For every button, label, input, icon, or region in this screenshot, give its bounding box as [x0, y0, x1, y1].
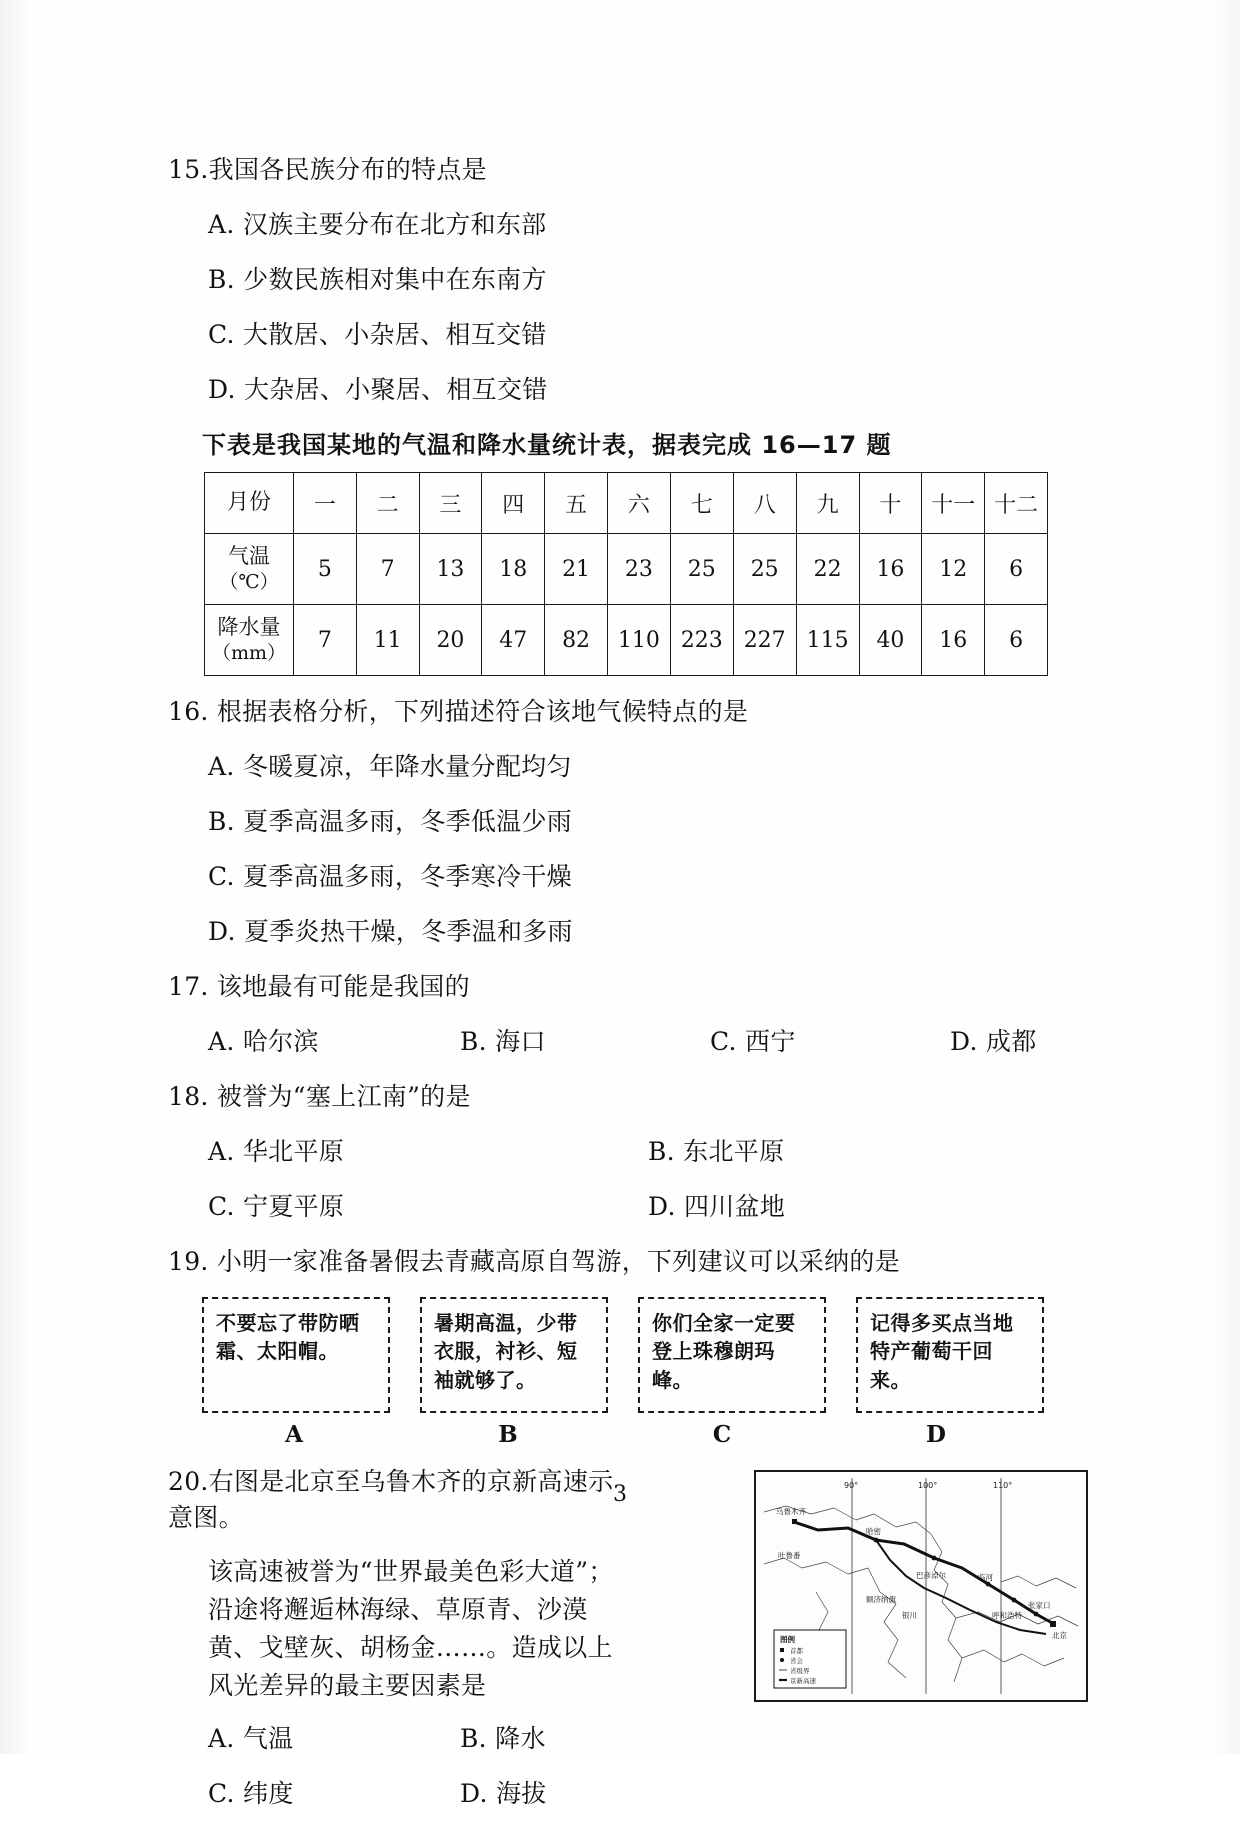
question-18-stem: 18. 被誉为“塞上江南”的是	[168, 1082, 471, 1111]
question-18-option-b[interactable]: B. 东北平原	[648, 1137, 785, 1166]
question-19	[168, 1242, 1048, 1448]
page-content	[168, 150, 1067, 1829]
map-city-hohhot: 呼和浩特	[992, 1611, 1022, 1620]
question-15-option-c[interactable]: C. 大散居、小杂居、相互交错	[208, 320, 547, 349]
map-legend	[774, 1630, 846, 1688]
question-18-options-row-2	[168, 1187, 1048, 1223]
question-20-text-column	[168, 1462, 638, 1810]
map-legend-capital: 首都	[790, 1647, 803, 1655]
question-17-options	[168, 1022, 1048, 1058]
table-cell: 25	[733, 534, 796, 605]
table-cell: 40	[859, 605, 922, 676]
map-lon-label-110: 110°	[993, 1481, 1013, 1490]
question-19-stem: 19. 小明一家准备暑假去青藏高原自驾游，下列建议可以采纳的是	[168, 1247, 901, 1276]
question-15-option-b[interactable]: B. 少数民族相对集中在东南方	[208, 265, 547, 294]
table-cell: 16	[859, 534, 922, 605]
advice-box-c[interactable]: 你们全家一定要登上珠穆朗玛峰。	[638, 1297, 826, 1413]
question-20-option-b[interactable]: B. 降水	[460, 1724, 546, 1753]
map-city-urumqi: 乌鲁木齐	[776, 1507, 806, 1516]
question-20	[168, 1462, 1067, 1810]
table-cell: 6	[985, 605, 1048, 676]
table-row-header-precipitation	[205, 605, 294, 676]
question-15	[168, 150, 1048, 406]
table-cell: 82	[545, 605, 608, 676]
question-20-option-c[interactable]: C. 纬度	[208, 1779, 294, 1808]
map-city-yinchuan: 银川	[902, 1611, 917, 1620]
map-city-turpan: 吐鲁番	[778, 1551, 801, 1560]
table-cell: 22	[796, 534, 859, 605]
question-17-option-b[interactable]: B. 海口	[460, 1027, 546, 1056]
table-cell: 13	[419, 534, 482, 605]
table-cell: 227	[733, 605, 796, 676]
question-15-stem: 15.我国各民族分布的特点是	[168, 155, 487, 184]
table-cell: 25	[670, 534, 733, 605]
table-row-precipitation	[205, 605, 1048, 676]
question-18-option-d[interactable]: D. 四川盆地	[648, 1192, 786, 1221]
question-16-option-a[interactable]: A. 冬暖夏凉，年降水量分配均匀	[208, 752, 572, 781]
question-20-option-a[interactable]: A. 气温	[208, 1724, 294, 1753]
advice-box-b[interactable]: 暑期高温，少带衣服，衬衫、短袖就够了。	[420, 1297, 608, 1413]
question-16-option-c[interactable]: C. 夏季高温多雨，冬季寒冷干燥	[208, 862, 572, 891]
table-cell: 110	[607, 605, 670, 676]
table-header-cell: 十	[859, 473, 922, 534]
climate-statistics-table	[204, 472, 1048, 676]
table-cell: 23	[607, 534, 670, 605]
table-cell: 7	[293, 605, 356, 676]
table-header-cell: 二	[356, 473, 419, 534]
map-legend-title: 图例	[780, 1635, 795, 1644]
question-17-option-c[interactable]: C. 西宁	[710, 1027, 796, 1056]
table-cell: 20	[419, 605, 482, 676]
question-18	[168, 1077, 1048, 1223]
advice-box-d[interactable]: 记得多买点当地特产葡萄干回来。	[856, 1297, 1044, 1413]
table-cell: 47	[482, 605, 545, 676]
precipitation-label: 降水量	[217, 615, 281, 639]
table-header-cell: 十二	[985, 473, 1048, 534]
question-20-paragraph: 该高速被誉为“世界最美色彩大道”；沿途将邂逅林海绿、草原青、沙漠黄、戈壁灰、胡杨金……。造成以上风光差异的最主要因素是	[208, 1557, 614, 1700]
question-17	[168, 967, 1048, 1058]
question-15-option-d[interactable]: D. 大杂居、小聚居、相互交错	[208, 375, 548, 404]
map-city-ejina: 额济纳旗	[866, 1595, 896, 1604]
table-header-cell: 七	[670, 473, 733, 534]
question-15-option-a[interactable]: A. 汉族主要分布在北方和东部	[208, 210, 547, 239]
table-cell: 11	[356, 605, 419, 676]
advice-label-c: C	[712, 1421, 732, 1448]
table-cell: 16	[922, 605, 985, 676]
map-city-beijing: 北京	[1052, 1631, 1067, 1640]
table-cell: 18	[482, 534, 545, 605]
question-17-stem: 17. 该地最有可能是我国的	[168, 972, 470, 1001]
table-header-cell: 八	[733, 473, 796, 534]
table-header-cell: 五	[545, 473, 608, 534]
table-header-cell: 九	[796, 473, 859, 534]
map-legend-province-capital: 省会	[790, 1657, 803, 1665]
question-20-stem: 20.右图是北京至乌鲁木齐的京新高速示意图。	[168, 1467, 614, 1532]
question-17-option-d[interactable]: D. 成都	[950, 1027, 1037, 1056]
map-lon-label-90: 90°	[844, 1481, 859, 1490]
page-number: 3	[613, 1482, 627, 1507]
table-header-cell: 六	[607, 473, 670, 534]
precipitation-unit: （mm）	[211, 642, 286, 665]
table-cell: 5	[293, 534, 356, 605]
question-18-option-c[interactable]: C. 宁夏平原	[208, 1192, 345, 1221]
map-legend-expressway: 京新高速	[790, 1677, 816, 1685]
map-city-linhe: 临河	[978, 1573, 993, 1582]
question-16	[168, 692, 1048, 948]
table-cell: 12	[922, 534, 985, 605]
table-row-header-month: 月份	[205, 473, 294, 534]
question-20-options-row-2	[168, 1774, 638, 1810]
advice-box-group	[202, 1297, 1048, 1413]
map-city-bayannur: 巴彦淖尔	[916, 1571, 946, 1580]
question-16-stem: 16. 根据表格分析，下列描述符合该地气候特点的是	[168, 697, 749, 726]
temperature-label: 气温	[227, 544, 270, 568]
map-city-hami: 哈密	[866, 1527, 881, 1536]
table-row-temperature	[205, 534, 1048, 605]
table-header-cell: 一	[293, 473, 356, 534]
table-header-row	[205, 473, 1048, 534]
table-cell: 115	[796, 605, 859, 676]
map-legend-province-border: 省级界	[790, 1667, 810, 1675]
map-lon-label-100: 100°	[918, 1481, 938, 1490]
temperature-unit: （℃）	[219, 571, 279, 594]
table-cell: 21	[545, 534, 608, 605]
table-header-cell: 十一	[922, 473, 985, 534]
question-18-options-row-1	[168, 1132, 1048, 1168]
advice-label-b: B	[498, 1421, 518, 1448]
table-cell: 223	[670, 605, 733, 676]
question-16-option-b[interactable]: B. 夏季高温多雨，冬季低温少雨	[208, 807, 573, 836]
question-20-option-d[interactable]: D. 海拔	[460, 1779, 547, 1808]
table-cell: 7	[356, 534, 419, 605]
table-header-cell: 四	[482, 473, 545, 534]
question-20-options-row-1	[168, 1719, 638, 1755]
table-header-cell: 三	[419, 473, 482, 534]
question-17-option-a[interactable]: A. 哈尔滨	[208, 1027, 319, 1056]
table-cell: 6	[985, 534, 1048, 605]
advice-label-a: A	[285, 1421, 303, 1448]
table-row-header-temperature	[205, 534, 294, 605]
question-16-option-d[interactable]: D. 夏季炎热干燥，冬季温和多雨	[208, 917, 573, 946]
advice-box-label-group	[202, 1421, 1048, 1448]
table-intro-text: 下表是我国某地的气温和降水量统计表，据表完成 16—17 题	[202, 431, 892, 459]
advice-label-d: D	[926, 1421, 946, 1448]
map-city-zhangjiakou: 张家口	[1028, 1601, 1051, 1610]
question-18-option-a[interactable]: A. 华北平原	[208, 1137, 345, 1166]
advice-box-a[interactable]: 不要忘了带防晒霜、太阳帽。	[202, 1297, 390, 1413]
